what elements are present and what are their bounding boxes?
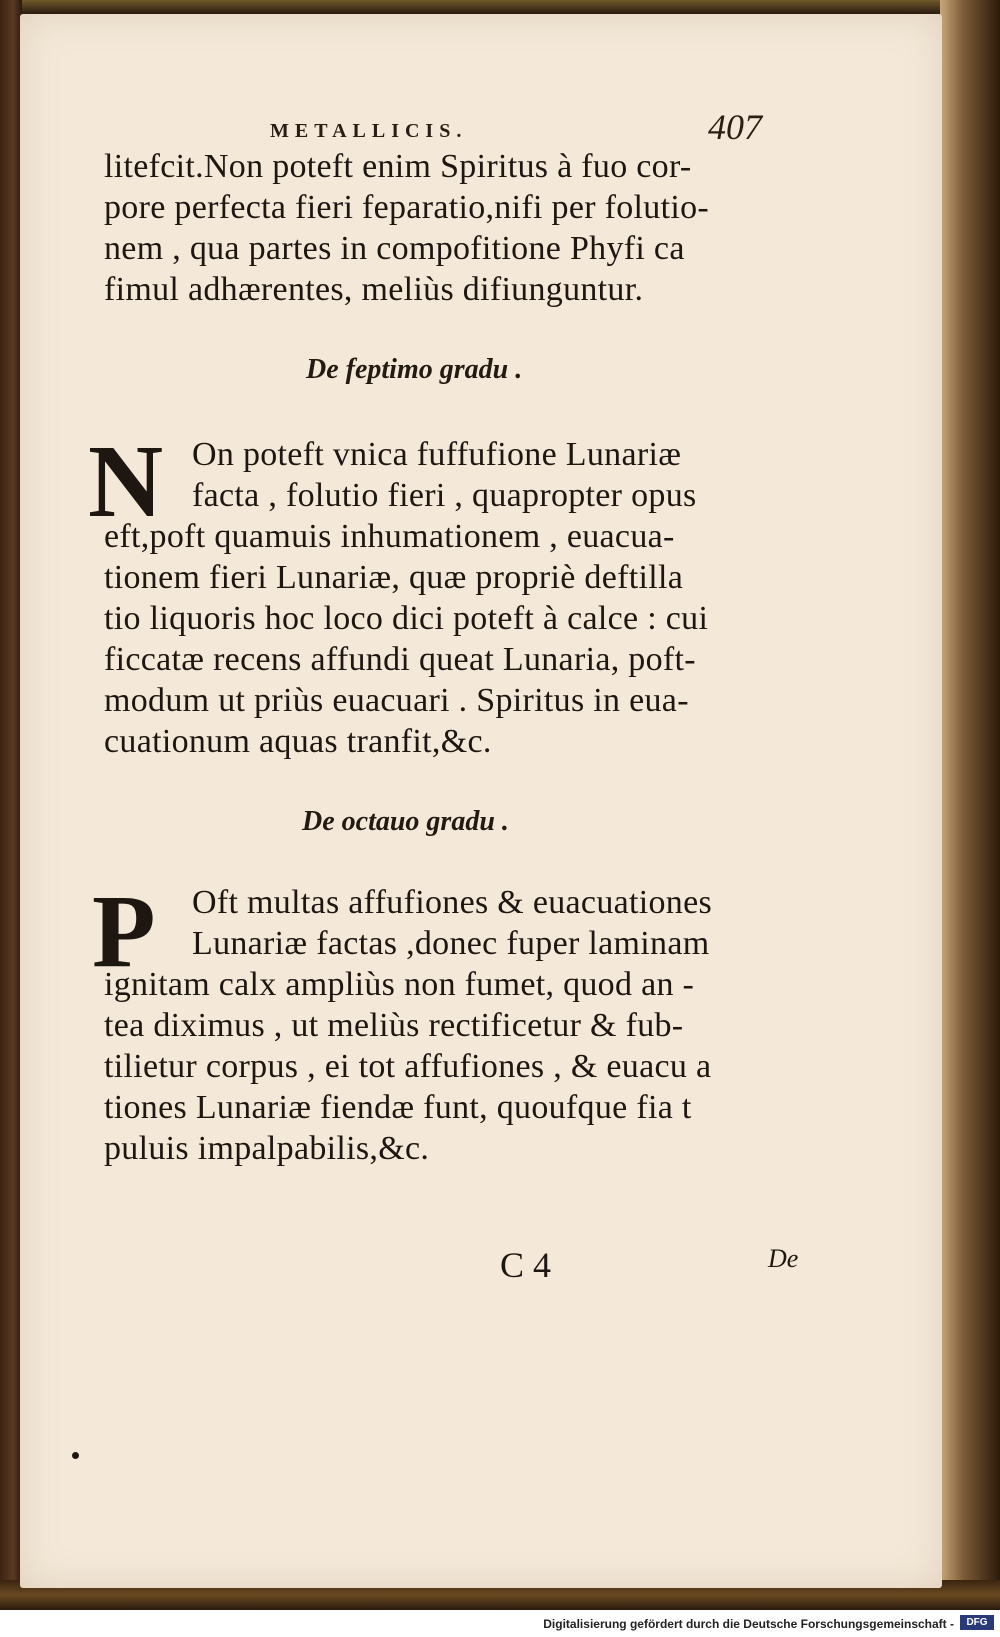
left-edge	[0, 0, 22, 1610]
text-line: tio liquoris hoc loco dici poteft à calce : cui	[104, 600, 709, 637]
running-title: METALLICIS.	[270, 120, 468, 142]
dropcap-n: N	[88, 424, 164, 539]
page-number: 407	[708, 107, 762, 147]
section-heading-7: De feptimo gradu .	[306, 354, 523, 385]
right-edge	[940, 0, 1000, 1610]
digitization-footer	[0, 1610, 1000, 1637]
text-line: Oft multas affufiones & euacuationes	[192, 884, 713, 921]
funding-credit: Digitalisierung gefördert durch die Deutsche Forschungsgemeinschaft -	[543, 1617, 954, 1631]
text-line: tea diximus , ut meliùs rectificetur & fub-	[104, 1007, 684, 1044]
paragraph-section-8	[104, 882, 784, 1169]
book-page	[20, 14, 942, 1588]
signature-mark: C 4	[500, 1245, 552, 1285]
dropcap-p: P	[92, 874, 156, 989]
text-line: tionem fieri Lunariæ, quæ propriè deftilla	[104, 559, 684, 596]
text-line: nem , qua partes in compofitione Phyfi ca	[104, 230, 685, 267]
text-line: ignitam calx ampliùs non fumet, quod an -	[104, 966, 695, 1003]
text-line: fimul adhærentes, meliùs difiunguntur.	[104, 271, 644, 308]
paragraph-section-7	[104, 434, 784, 762]
text-line: litefcit.Non poteft enim Spiritus à fuo cor-	[104, 148, 692, 185]
text-line: On poteft vnica fuffufione Lunariæ	[192, 436, 682, 473]
text-line: puluis impalpabilis,&c.	[104, 1130, 430, 1167]
paragraph-continuation	[104, 146, 784, 310]
text-line: tiones Lunariæ fiendæ funt, quoufque fia t	[104, 1089, 692, 1126]
text-line: tilietur corpus , ei tot affufiones , & euacu a	[104, 1048, 712, 1085]
text-line: eft,poft quamuis inhumationem , euacua-	[104, 518, 675, 555]
text-line: pore perfecta fieri feparatio,nifi per folutio-	[104, 189, 710, 226]
text-line: ficcatæ recens affundi queat Lunaria, poft-	[104, 641, 696, 678]
text-line: Lunariæ factas ,donec fuper laminam	[192, 925, 710, 962]
section-heading-8: De octauo gradu .	[302, 806, 509, 837]
running-head	[20, 102, 942, 152]
top-edge	[0, 0, 1000, 14]
catchword: De	[768, 1244, 799, 1273]
text-line: facta , folutio fieri , quapropter opus	[192, 477, 697, 514]
text-line: modum ut priùs euacuari . Spiritus in eua-	[104, 682, 689, 719]
text-line: cuationum aquas tranfit,&c.	[104, 723, 492, 760]
dfg-logo: DFG	[960, 1615, 994, 1630]
ink-speck	[72, 1452, 79, 1459]
